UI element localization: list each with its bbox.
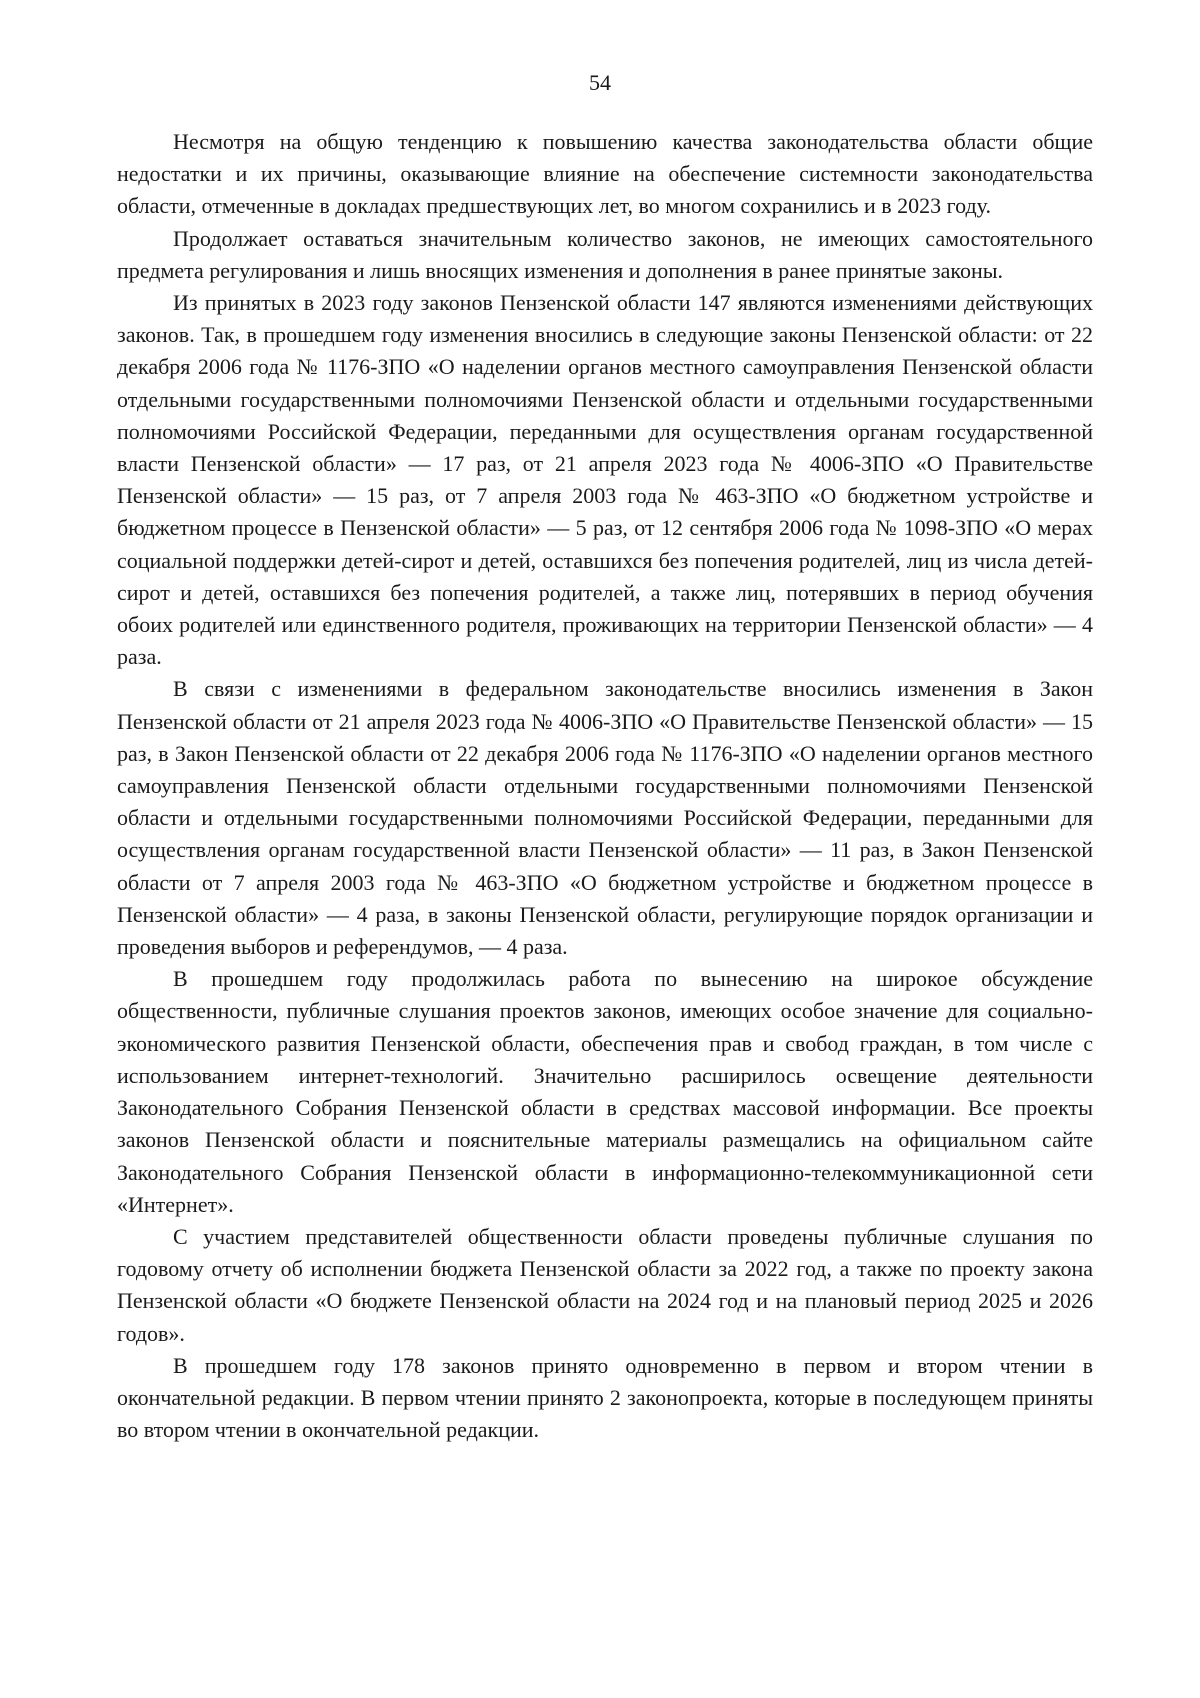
paragraph-public-discussion: В прошедшем году продолжилась работа по вынесению на широкое обсуждение общественности, публичные слушания проектов законов, имеющих особое значение для социально-экономического развития Пензенской области, обеспечения прав и свобод граждан, в том числе с использованием интернет-технологий. Значительно расширилось освещение деятельности Законодательного Собрания Пензенской области в средствах массовой информации. Все проекты законов Пензенской области и пояснительные материалы размещались на официальном сайте Законодательного Собрания Пензенской области в информационно-телекоммуникационной сети «Интернет». — [117, 966, 1093, 1217]
paragraph-federal-changes: В связи с изменениями в федеральном законодательстве вносились изменения в Закон Пензенской области от 21 апреля 2023 года № 4006-ЗПО «О Правительстве Пензенской области» — 15 раз, в Закон Пензенской области от 22 декабря 2006 года № 1176-ЗПО «О наделении органов местного самоуправления Пензенской области отдельными государственными полномочиями Пензенской области и отдельными государственными полномочиями Российской Федерации, переданными для осуществления органам государственной власти Пензенской области» — 11 раз, в Закон Пензенской области от 7 апреля 2003 года № 463-ЗПО «О бюджетном устройстве и бюджетном процессе в Пензенской области» — 4 раза, в законы Пензенской области, регулирующие порядок организации и проведения выборов и референдумов, — 4 раза. — [117, 676, 1093, 960]
paragraph-amended-laws-list: Из принятых в 2023 году законов Пензенской области 147 являются изменениями действующих законов. Так, в прошедшем году изменения вносились в следующие законы Пензенской области: от 22 декабря 2006 года № 1176-ЗПО «О наделении органов местного самоуправления Пензенской области отдельными государственными полномочиями Пензенской области и отдельными государственными полномочиями Российской Федерации, переданными для осуществления органам государственной власти Пензенской области» — 17 раз, от 21 апреля 2023 года № 4006-ЗПО «О Правительстве Пензенской области» — 15 раз, от 7 апреля 2003 года № 463-ЗПО «О бюджетном устройстве и бюджетном процессе в Пензенской области» — 5 раз, от 12 сентября 2006 года № 1098-ЗПО «О мерах социальной поддержки детей-сирот и детей, оставшихся без попечения родителей, лиц из числа детей-сирот и детей, оставшихся без попечения родителей, а также лиц, потерявших в период обучения обоих родителей или единственного родителя, проживающих на территории Пензенской области» — 4 раза. — [117, 290, 1093, 670]
page-number: 54 — [589, 70, 611, 95]
paragraph-readings: В прошедшем году 178 законов принято одновременно в первом и втором чтении в окончательной редакции. В первом чтении принято 2 законопроекта, которые в последующем приняты во втором чтении в окончательной редакции. — [117, 1352, 1093, 1443]
document-body — [117, 126, 1093, 1446]
paragraph-public-hearings: С участием представителей общественности области проведены публичные слушания по годовому отчету об исполнении бюджета Пензенской области за 2022 год, а также по проекту закона Пензенской области «О бюджете Пензенской области на 2024 год и на плановый период 2025 и 2026 годов». — [117, 1223, 1093, 1346]
paragraph-amending-laws-count: Продолжает оставаться значительным количество законов, не имеющих самостоятельного предмета регулирования и лишь вносящих изменения и дополнения в ранее принятые законы. — [117, 225, 1093, 283]
paragraph-legislation-quality: Несмотря на общую тенденцию к повышению качества законодательства области общие недостатки и их причины, оказывающие влияние на обеспечение системности законодательства области, отмеченные в докладах предшествующих лет, во многом сохранились и в 2023 году. — [117, 129, 1093, 219]
